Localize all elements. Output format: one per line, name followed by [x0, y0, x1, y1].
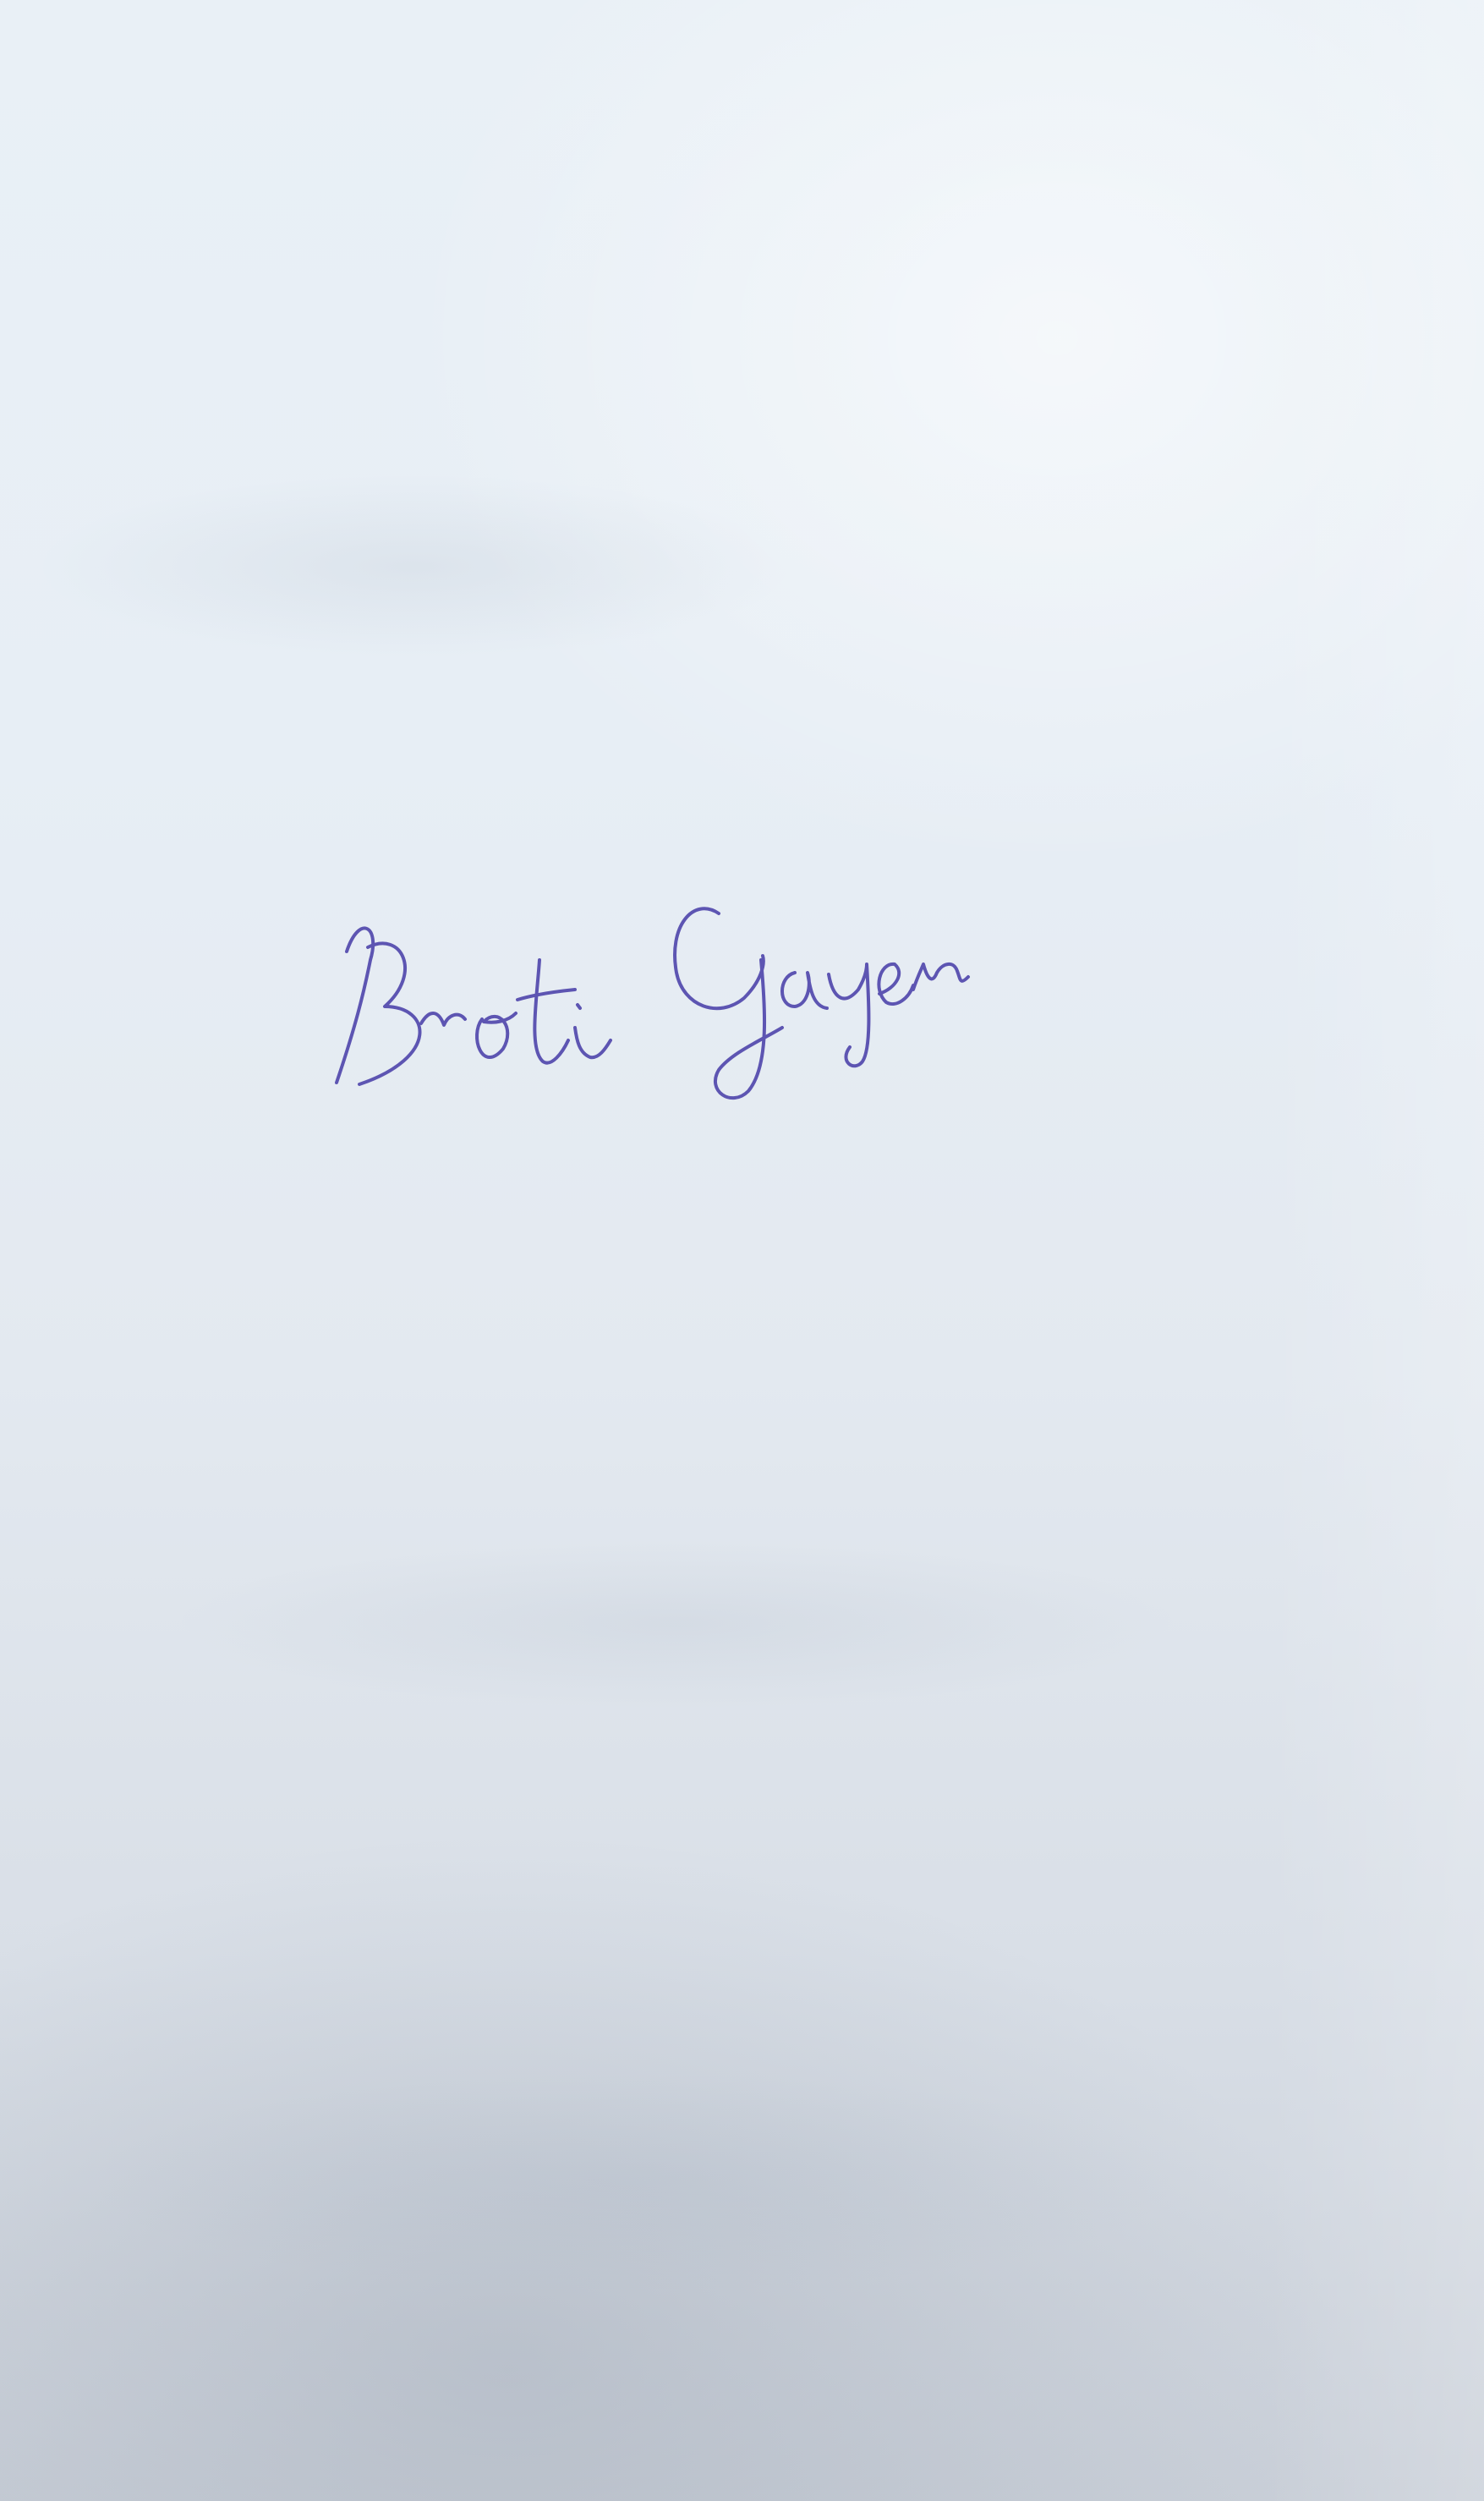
paper-texture: [169, 1539, 1184, 1708]
signature-stroke-b: [337, 928, 373, 1083]
signature-stroke-a: [782, 973, 827, 1008]
signature-stroke-r: [421, 1013, 465, 1025]
signature-stroke-t: [534, 960, 568, 1063]
handwritten-signature: [321, 880, 981, 1125]
signature-stroke-t-cross: [517, 990, 575, 1000]
signature-stroke-y: [829, 964, 868, 1066]
paper-texture: [85, 2072, 1184, 2292]
signature-stroke-i-dot: [578, 1005, 580, 1008]
signature-stroke-g: [675, 908, 764, 1008]
signature-stroke-n: [913, 964, 968, 990]
signature-stroke-o: [477, 1013, 516, 1057]
signature-stroke-g-tail: [715, 960, 782, 1098]
signature-stroke-i: [575, 1028, 611, 1057]
paper-texture: [34, 474, 795, 660]
signature-stroke-e: [879, 964, 913, 1004]
